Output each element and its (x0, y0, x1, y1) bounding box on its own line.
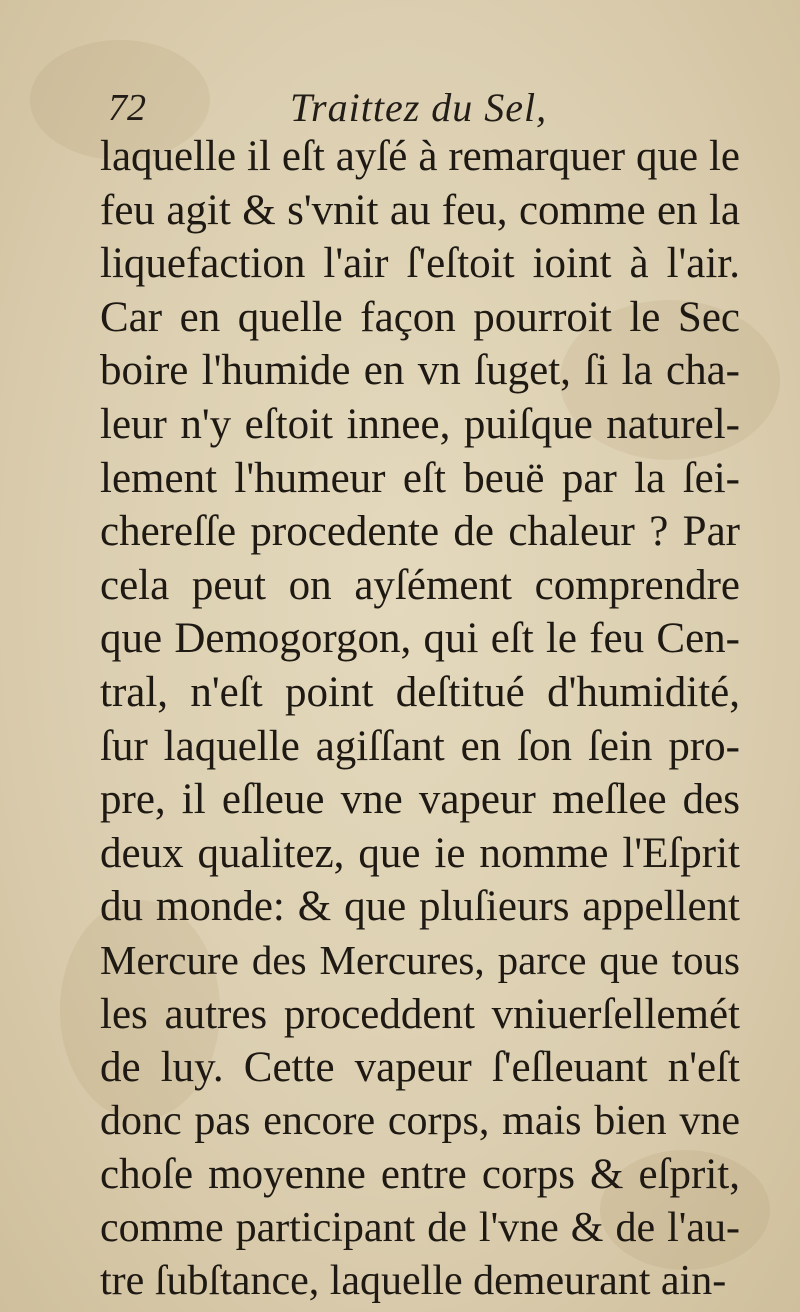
text-line: que Demogorgon, qui eſt le feu Cen- (100, 615, 740, 663)
text-line: leur n'y eſtoit innee, puiſque naturel- (100, 400, 740, 448)
text-line: deux qualitez, que ie nomme l'Eſprit (100, 829, 740, 877)
text-line: ſur laquelle agiſſant en ſon ſein pro- (100, 722, 740, 770)
text-line: tre ſubſtance, laquelle demeurant ain- (100, 1258, 727, 1305)
text-line: boire l'humide en vn ſuget, ſi la cha- (100, 347, 740, 395)
text-line: choſe moyenne entre corps & eſprit, (100, 1151, 740, 1199)
text-line: Car en quelle façon pourroit le Sec (100, 293, 740, 341)
text-line: donc pas encore corps, mais bien vne (100, 1097, 740, 1144)
text-line: pre, il eſleue vne vapeur meſlee des (100, 776, 740, 824)
page-header (0, 78, 800, 138)
text-line: chereſſe procedente de chaleur ? Par (100, 508, 740, 556)
text-line: feu agit & s'vnit au feu, comme en la (100, 186, 740, 234)
text-line: du monde: & que pluſieurs appellent (100, 883, 740, 931)
text-line: liquefaction l'air ſ'eſtoit ioint à l'air. (100, 240, 740, 288)
text-line: tral, n'eſt point deſtitué d'humidité, (100, 668, 740, 716)
text-line: les autres proceddent vniuerſellemét (100, 990, 740, 1038)
running-title: Traittez du Sel, (290, 85, 548, 130)
text-line: lement l'humeur eſt beuë par la ſei- (100, 454, 740, 502)
text-line: de luy. Cette vapeur ſ'eſleuant n'eſt (100, 1044, 740, 1092)
body-text (100, 130, 740, 1309)
text-line: Mercure des Mercures, parce que tous (100, 936, 740, 983)
text-line: cela peut on ayſément comprendre (100, 561, 740, 609)
text-line: comme participant de l'vne & de l'au- (100, 1204, 740, 1251)
text-line: laquelle il eſt ayſé à remarquer que le (100, 133, 740, 180)
page-number: 72 (108, 87, 146, 129)
